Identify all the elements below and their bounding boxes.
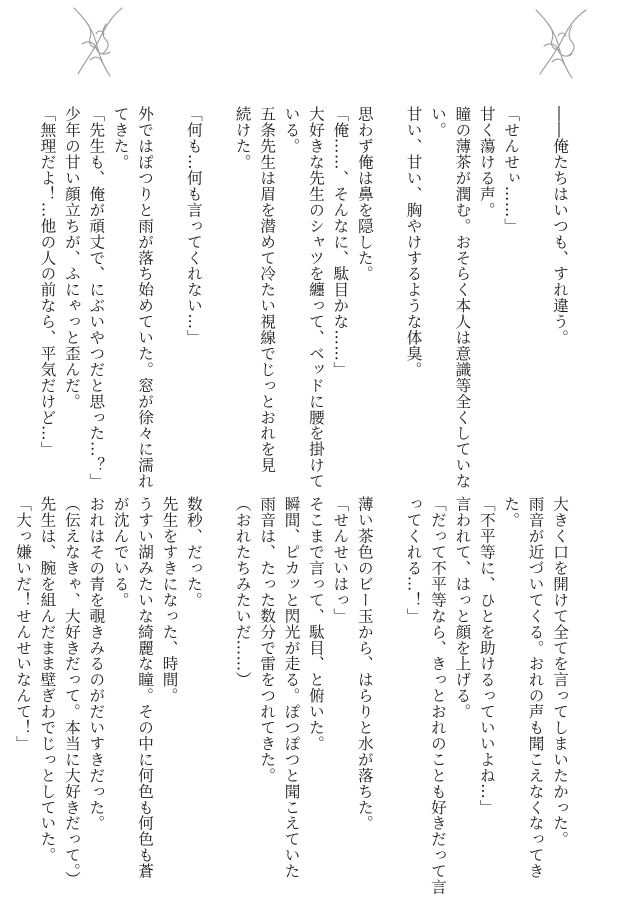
text-line: （伝えなきゃ、大好きだって。本当に大好きだって。） bbox=[62, 496, 81, 887]
text-line: ってくれる…！」 bbox=[404, 496, 423, 624]
text-line: （おれたちみたいだ……） bbox=[233, 496, 252, 688]
text-block-bottom bbox=[11, 496, 572, 895]
text-line: 雨音が近づいてくる。おれの声も聞こえなくなってき bbox=[526, 496, 545, 879]
text-line: 「大っ嫌いだ！せんせいなんて！」 bbox=[14, 496, 33, 752]
text-line: 大きく口を開けて全てを言ってしまいたかった。 bbox=[551, 496, 569, 847]
text-line: 雨音は、たった数分で雷をつれてきた。 bbox=[258, 496, 277, 784]
text-line: いる。 bbox=[282, 106, 301, 154]
text-line: てきた。 bbox=[111, 106, 130, 170]
text-line: 甘く蕩ける声。 bbox=[477, 106, 496, 218]
text-line: 「何も…何も言ってくれない…」 bbox=[184, 106, 203, 346]
text-line: 数秒、だった。 bbox=[184, 496, 203, 608]
text-line: 思わず俺は鼻を隠した。 bbox=[355, 106, 374, 282]
text-line: 瞬間、ピカッと閃光が走る。ぽつぽつと聞こえていた bbox=[282, 496, 301, 879]
text-line: 続けた。 bbox=[233, 106, 252, 170]
text-line: た。 bbox=[502, 496, 521, 528]
text-block-top bbox=[35, 106, 572, 489]
ornament-right-icon bbox=[530, 4, 592, 80]
text-line: 甘い、甘い、胸やけするような体臭。 bbox=[404, 106, 423, 378]
text-line bbox=[206, 496, 230, 876]
text-line: 大好きな先生のシャツを纏って、ベッドに腰を掛けて bbox=[306, 106, 325, 489]
text-line: 「だって不平等なら、きっとおれのことも好きだって言 bbox=[428, 496, 447, 895]
text-line: 先生は、腕を組んだまま壁ぎわでじっとしていた。 bbox=[38, 496, 57, 863]
text-line: 少年の甘い顔立ちが、ふにゃっと歪んだ。 bbox=[62, 106, 81, 410]
text-line: 「俺……、そんなに、駄目かな……」 bbox=[331, 106, 350, 378]
text-line: おれはその青を覗きみるのがだいすきだった。 bbox=[87, 496, 106, 831]
text-line: ――俺たちはいつも、すれ違う。 bbox=[551, 106, 569, 346]
text-line: 薄い茶色のビー玉から、はらりと水が落ちた。 bbox=[355, 496, 374, 831]
text-line bbox=[377, 106, 401, 486]
ornament-left-icon bbox=[66, 4, 128, 80]
text-line: い。 bbox=[428, 106, 447, 138]
text-line: が沈んでいる。 bbox=[111, 496, 130, 608]
text-line bbox=[377, 496, 401, 876]
text-line: 外ではぽつりと雨が落ち始めていた。窓が徐々に濡れ bbox=[136, 106, 155, 489]
text-line: 「不平等に、ひとを助けるっていいよね…」 bbox=[477, 496, 496, 815]
text-line bbox=[523, 106, 547, 486]
text-line: うすい湖みたいな綺麗な瞳。その中に何色も何色も蒼 bbox=[136, 496, 155, 879]
text-line: 五条先生は眉を潜めて冷たい視線でじっとおれを見 bbox=[258, 106, 277, 473]
text-line: そこまで言って、駄目、と俯いた。 bbox=[306, 496, 325, 752]
text-line bbox=[157, 106, 181, 486]
text-line bbox=[206, 106, 230, 486]
text-line: 瞳の薄茶が潤む。おそらく本人は意識等全くしていな bbox=[453, 106, 472, 489]
text-line: 先生をすきになった、時間。 bbox=[160, 496, 179, 704]
text-line: 「先生も、俺が頑丈で、にぶいやつだと思った…？」 bbox=[87, 106, 106, 489]
text-line: 「無理だよ！…他の人の前なら、平気だけど…」 bbox=[38, 106, 57, 457]
text-line: 「せんせいはっ」 bbox=[331, 496, 350, 624]
text-line: 言われて、はっと顔を上げる。 bbox=[453, 496, 472, 720]
text-line: 「せんせぃ……」 bbox=[502, 106, 521, 234]
